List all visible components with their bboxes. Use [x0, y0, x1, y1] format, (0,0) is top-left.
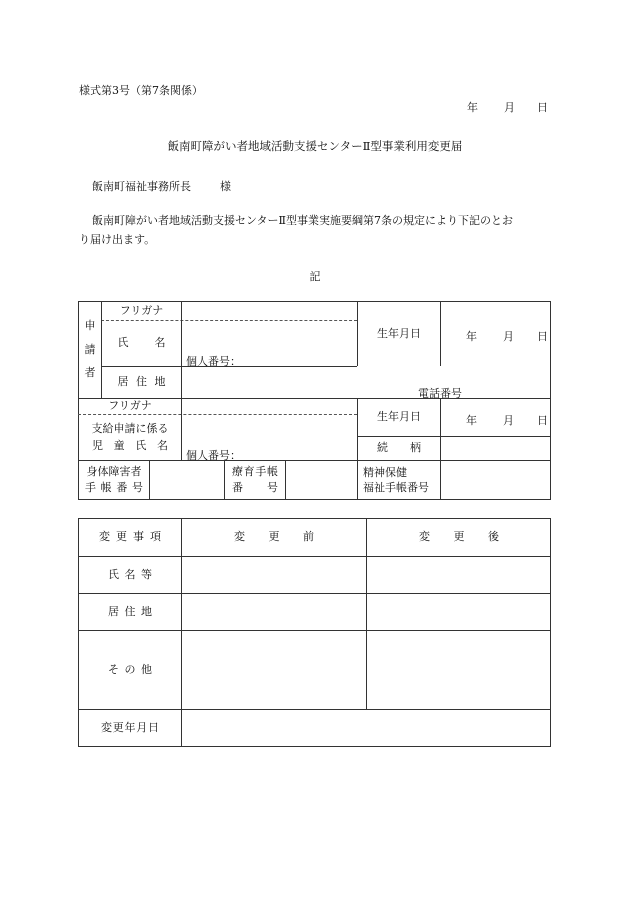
date-day-label: 日 — [537, 101, 548, 114]
relation-field[interactable] — [441, 437, 551, 460]
disability-handbook-label: 身体障害者 手 帳 番 号 — [85, 465, 143, 494]
applicant-side-label — [79, 302, 101, 398]
side-char: 申 — [84, 318, 96, 332]
name-before-field[interactable] — [182, 557, 366, 593]
name-label: 氏 名 — [117, 336, 166, 350]
address-before-field[interactable] — [182, 594, 366, 630]
before-change-header: 変 更 前 — [234, 530, 314, 544]
addressee-honorific: 様 — [220, 180, 231, 193]
address-after-field[interactable] — [367, 594, 551, 630]
child-furigana-label: フリガナ — [108, 399, 152, 413]
child-birth-month: 月 — [503, 414, 514, 427]
body-text-line-1: 飯南町障がい者地域活動支援センターⅡ型事業実施要綱第7条の規定により下記のとお — [92, 214, 514, 227]
addressee-name: 飯南町福祉事務所長 — [92, 180, 191, 193]
child-furigana-field[interactable] — [182, 399, 357, 414]
birth-day: 日 — [537, 330, 548, 343]
mental-handbook-field[interactable] — [441, 461, 551, 500]
body-text-line-2: り届け出ます。 — [79, 233, 156, 246]
child-birthdate-label: 生年月日 — [377, 410, 421, 424]
document-title: 飯南町障がい者地域活動支援センターⅡ型事業利用変更届 — [167, 139, 463, 153]
my-number-label: 個人番号： — [186, 355, 241, 368]
form-number: 様式第3号（第7条関係） — [79, 84, 203, 97]
other-after-field[interactable] — [367, 631, 551, 709]
change-date-field[interactable] — [182, 710, 551, 747]
address-field[interactable] — [182, 367, 551, 398]
date-month-label: 月 — [504, 101, 515, 114]
child-birth-day: 日 — [537, 414, 548, 427]
phone-label: 電話番号 — [418, 387, 462, 400]
birth-month: 月 — [503, 330, 514, 343]
birthdate-label: 生年月日 — [377, 326, 421, 340]
address-label: 居 住 地 — [117, 375, 166, 389]
relation-label: 続 柄 — [377, 441, 421, 455]
other-before-field[interactable] — [182, 631, 366, 709]
birth-year: 年 — [466, 330, 477, 343]
child-name-label: 支給申請に係る 児 童 氏 名 — [91, 421, 169, 452]
birthdate-field[interactable] — [441, 302, 551, 366]
row-label-change-date: 変 更 年 月 日 — [101, 721, 159, 735]
name-after-field[interactable] — [367, 557, 551, 593]
row-label-address: 居 住 地 — [108, 604, 152, 618]
date-year-label: 年 — [467, 101, 478, 114]
child-my-number-label: 個人番号： — [186, 449, 241, 462]
row-label-other: そ の 他 — [108, 662, 152, 676]
row-label-name: 氏 名 等 — [108, 567, 152, 581]
ryoiku-handbook-field[interactable] — [286, 461, 357, 500]
child-birth-year: 年 — [466, 414, 477, 427]
ryoiku-handbook-label: 療 育 手 帳 番 号 — [232, 465, 278, 494]
furigana-field[interactable] — [182, 302, 357, 320]
ki-label: 記 — [309, 270, 321, 283]
after-change-header: 変 更 後 — [419, 530, 499, 544]
disability-handbook-field[interactable] — [150, 461, 224, 500]
child-birthdate-field[interactable] — [441, 399, 551, 436]
change-item-header: 変 更 事 項 — [99, 530, 161, 544]
furigana-label: フリガナ — [119, 303, 164, 317]
side-char: 者 — [84, 366, 96, 380]
side-char: 請 — [84, 342, 96, 356]
mental-handbook-label: 精神保健 福祉手帳番号 — [363, 466, 429, 495]
